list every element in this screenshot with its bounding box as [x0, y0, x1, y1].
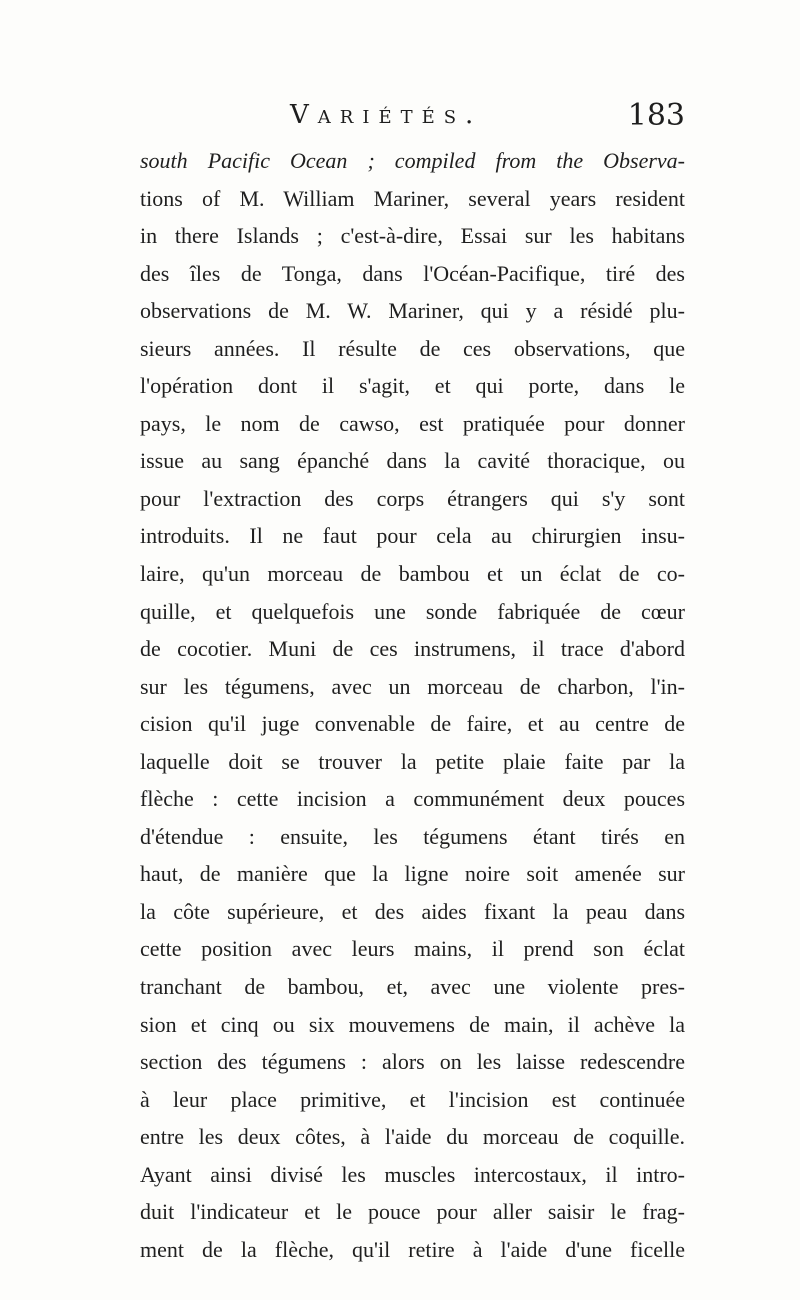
text-line: quille, et quelquefois une sonde fabriquée de cœur [140, 598, 685, 624]
text-line: in there Islands ; c'est-à-dire, Essai sur les habitans [140, 223, 685, 249]
text-line: tranchant de bambou, et, avec une violente pres- [140, 974, 685, 1000]
text-line: sion et cinq ou six mouvemens de main, il achève la [140, 1011, 685, 1037]
text-line: sur les tégumens, avec un morceau de charbon, l'in- [140, 673, 685, 699]
text-line: ment de la flèche, qu'il retire à l'aide d'une ficelle [140, 1236, 685, 1262]
text-line: entre les deux côtes, à l'aide du morceau de coquille. [140, 1124, 685, 1150]
text-line: pays, le nom de cawso, est pratiquée pour donner [140, 410, 685, 436]
text-line: Ayant ainsi divisé les muscles intercostaux, il intro- [140, 1161, 685, 1187]
text-line: laire, qu'un morceau de bambou et un éclat de co- [140, 561, 685, 587]
text-line: flèche : cette incision a communément deux pouces [140, 786, 685, 812]
text-line: à leur place primitive, et l'incision est continuée [140, 1086, 685, 1112]
text-line: haut, de manière que la ligne noire soit amenée sur [140, 861, 685, 887]
running-head: Variétés. [290, 100, 483, 130]
text-line: sieurs années. Il résulte de ces observations, que [140, 335, 685, 361]
text-line: cette position avec leurs mains, il prend son éclat [140, 936, 685, 962]
text-line: la côte supérieure, et des aides fixant la peau dans [140, 898, 685, 924]
text-line: l'opération dont il s'agit, et qui porte, dans le [140, 373, 685, 399]
text-line: south Pacific Ocean ; compiled from the Observa- [140, 148, 685, 173]
page-header [140, 98, 685, 138]
text-line: duit l'indicateur et le pouce pour aller saisir le frag- [140, 1199, 685, 1225]
text-line: laquelle doit se trouver la petite plaie faite par la [140, 748, 685, 774]
text-line: cision qu'il juge convenable de faire, et au centre de [140, 711, 685, 737]
text-line: observations de M. W. Mariner, qui y a résidé plu- [140, 298, 685, 324]
text-line: de cocotier. Muni de ces instrumens, il trace d'abord [140, 636, 685, 662]
text-line: pour l'extraction des corps étrangers qui s'y sont [140, 485, 685, 511]
body-text [140, 142, 685, 1268]
text-line: issue au sang épanché dans la cavité thoracique, ou [140, 448, 685, 474]
page-number: 183 [627, 98, 685, 133]
text-line: section des tégumens : alors on les laisse redescendre [140, 1049, 685, 1075]
text-line: introduits. Il ne faut pour cela au chirurgien insu- [140, 523, 685, 549]
text-line: tions of M. William Mariner, several years resident [140, 185, 685, 211]
text-line: d'étendue : ensuite, les tégumens étant tirés en [140, 823, 685, 849]
text-line: des îles de Tonga, dans l'Océan-Pacifique, tiré des [140, 260, 685, 286]
